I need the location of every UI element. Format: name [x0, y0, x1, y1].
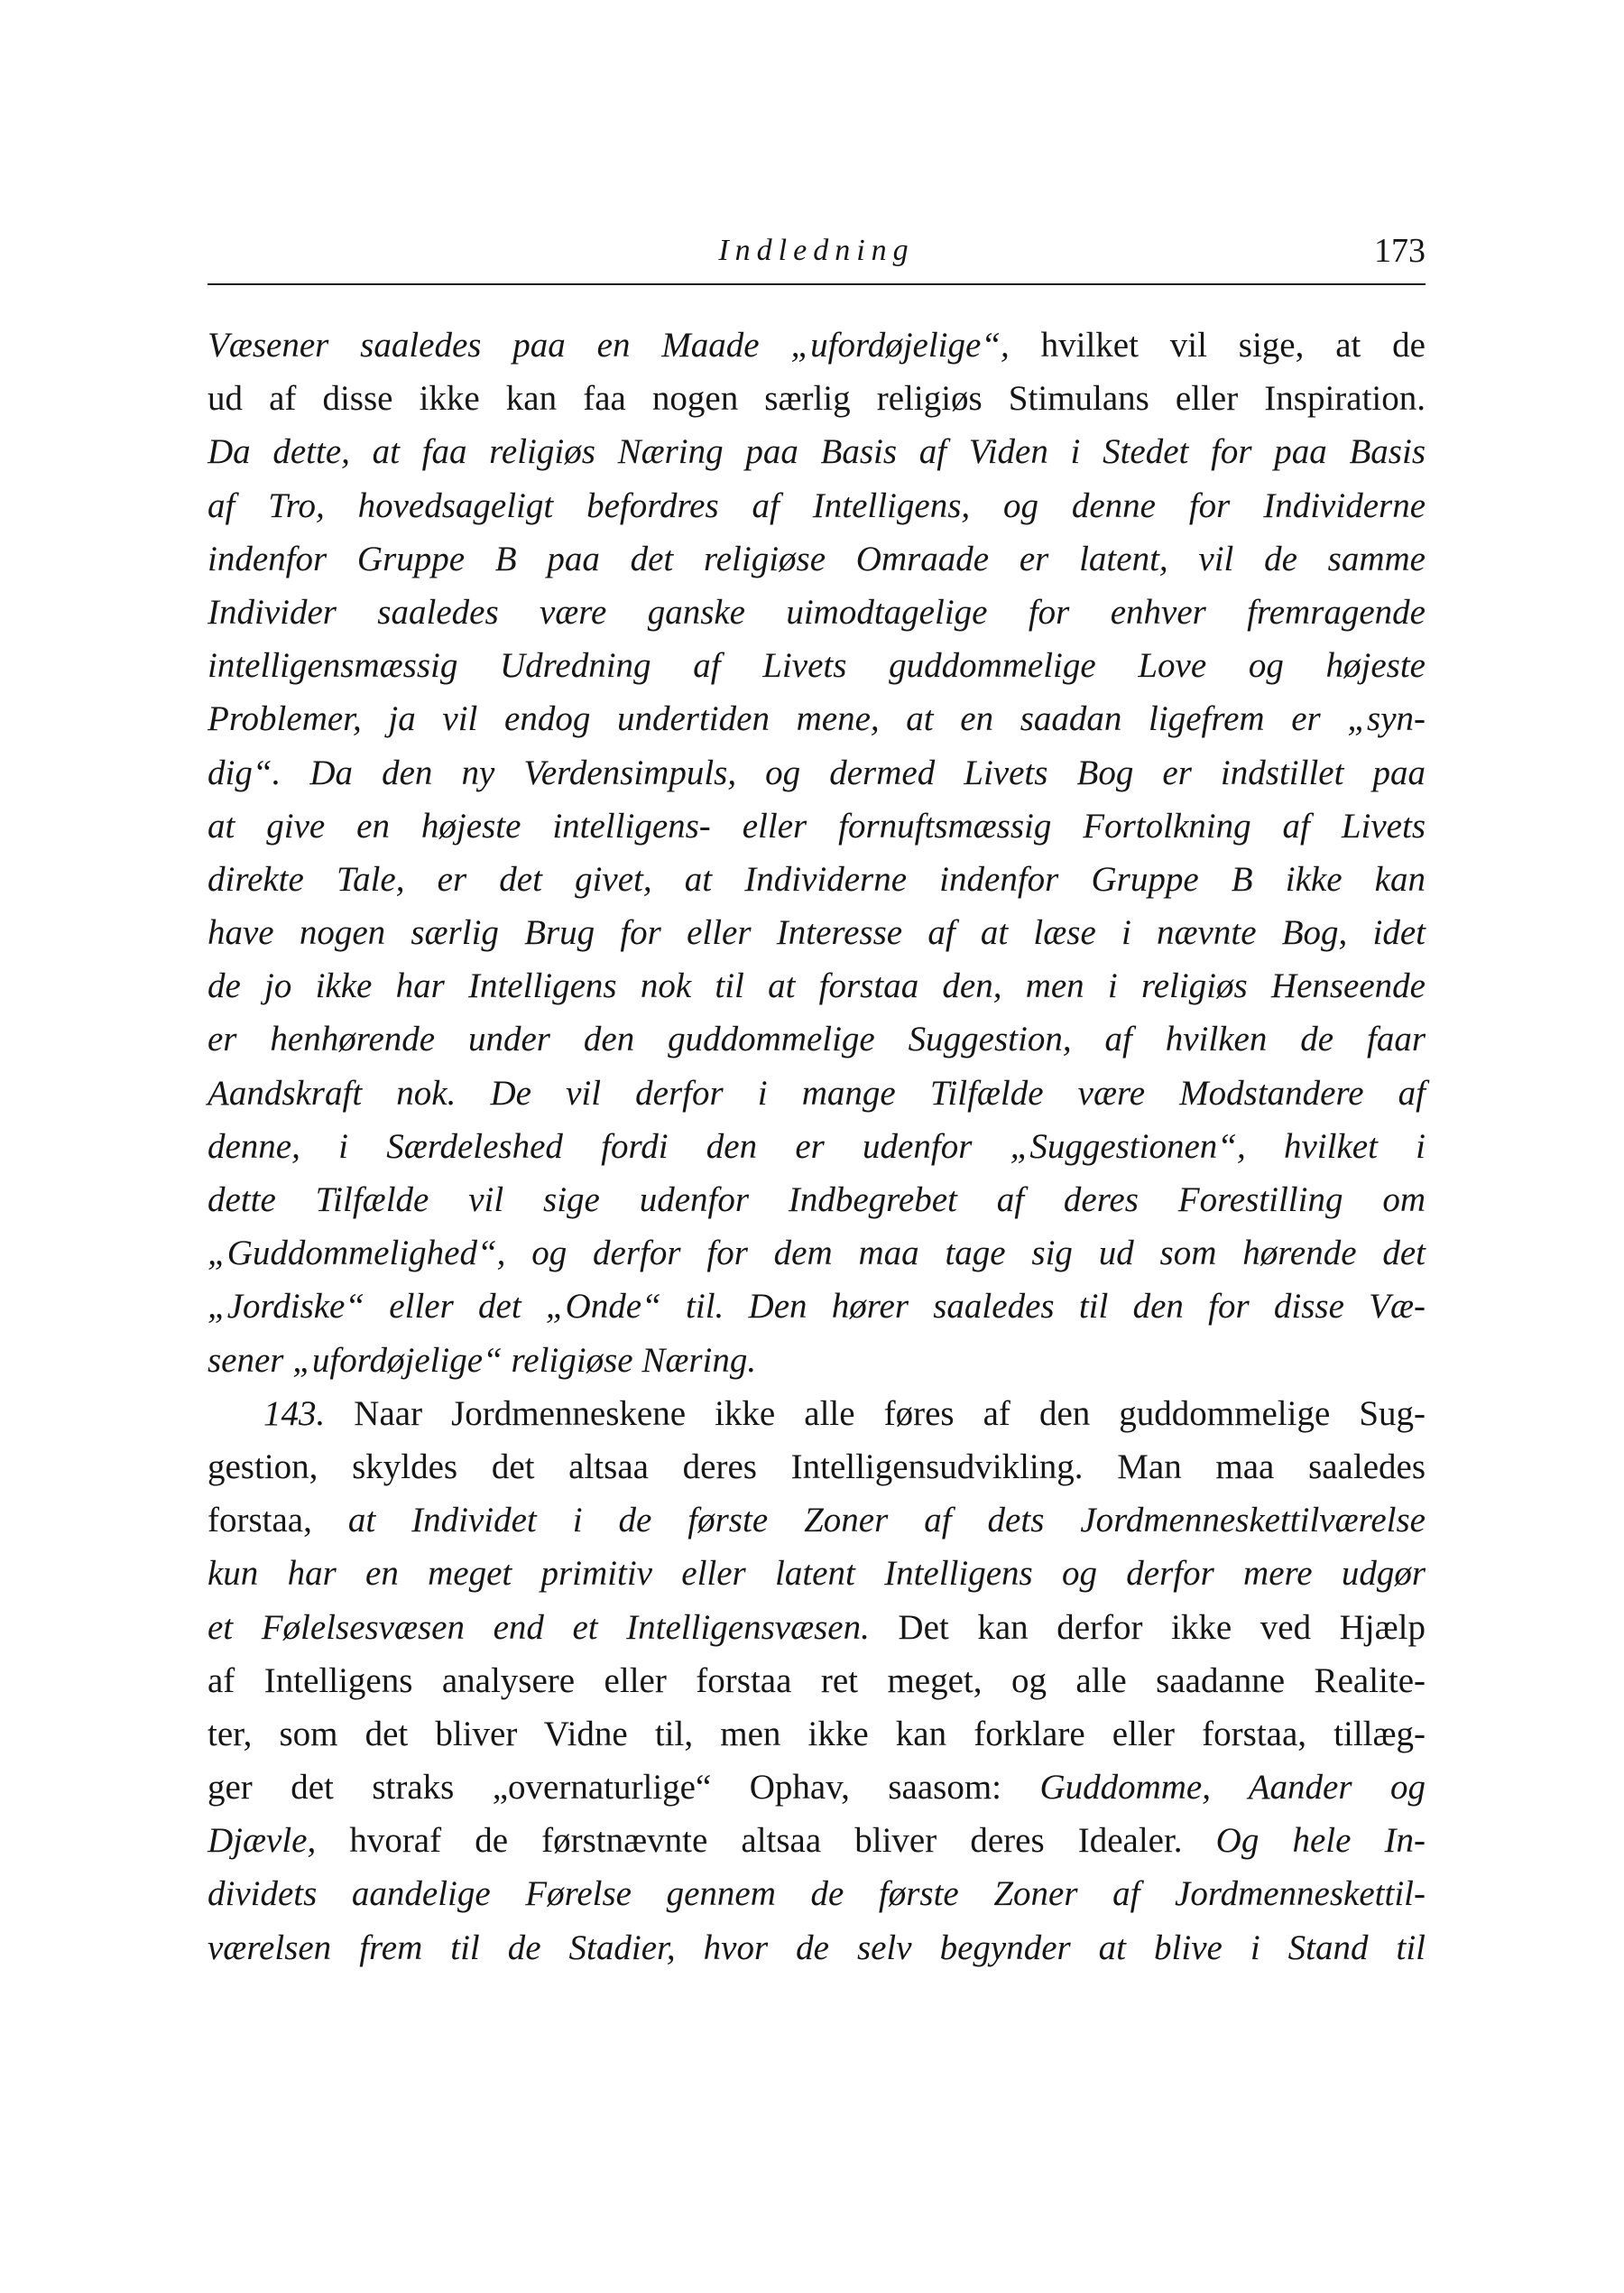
italic-text-segment: dig“. Da den ny Verdensimpuls, og dermed Livets Bog er indstillet paa	[208, 753, 1426, 792]
text-segment: forstaa,	[208, 1501, 348, 1540]
italic-text-segment: Da dette, at faa religiøs Næring paa Basis af Viden i Stedet for paa Basis	[208, 432, 1426, 472]
italic-text-segment: intelligensmæssig Udredning af Livets guddommelige Love og højeste	[208, 646, 1426, 686]
text-line	[208, 1280, 1426, 1333]
italic-text-segment: direkte Tale, er det givet, at Individerne indenfor Gruppe B ikke kan	[208, 859, 1426, 899]
italic-text-segment: „Jordiske“ eller det „Onde“ til. Den hører saaledes til den for disse Væ-	[208, 1287, 1426, 1327]
text-line	[208, 692, 1426, 745]
text-line	[208, 1601, 1426, 1654]
text-line	[208, 1547, 1426, 1600]
text-line	[208, 1814, 1426, 1867]
italic-text-segment: Og hele In-	[1215, 1821, 1426, 1861]
italic-text-segment: af Tro, hovedsageligt befordres af Intelligens, og denne for Individerne	[208, 485, 1426, 525]
italic-text-segment: dividets aandelige Førelse gennem de første Zoner af Jordmenneskettil-	[208, 1874, 1426, 1914]
italic-text-segment: et Følelsesvæsen end et Intelligensvæsen.	[208, 1607, 870, 1647]
page-header	[208, 233, 1426, 287]
text-line	[208, 1173, 1426, 1226]
text-line	[208, 586, 1426, 639]
italic-text-segment: 143.	[263, 1393, 326, 1433]
text-segment: Naar Jordmenneskene ikke alle føres af den guddommelige Sug-	[325, 1393, 1426, 1433]
text-line	[208, 1761, 1426, 1814]
text-segment: hvoraf de førstnævnte altsaa bliver deres Idealer.	[316, 1821, 1216, 1861]
text-segment: gestion, skyldes det altsaa deres Intelligensudvikling. Man maa saaledes	[208, 1447, 1426, 1486]
text-line	[208, 1440, 1426, 1493]
text-line	[208, 639, 1426, 692]
italic-text-segment: værelsen frem til de Stadier, hvor de selv begynder at blive i Stand til	[208, 1928, 1426, 1967]
italic-text-segment: have nogen særlig Brug for eller Interesse af at læse i nævnte Bog, idet	[208, 913, 1426, 953]
italic-text-segment: de jo ikke har Intelligens nok til at forstaa den, men i religiøs Henseende	[208, 966, 1426, 1006]
italic-text-segment: Væsener saaledes paa en Maade „ufordøjelige“,	[208, 326, 1010, 365]
text-line	[208, 425, 1426, 478]
italic-text-segment: at Individet i de første Zoner af dets Jordmenneskettilværelse	[347, 1501, 1426, 1540]
text-line	[208, 1226, 1426, 1280]
text-line	[208, 1012, 1426, 1066]
text-line	[208, 1654, 1426, 1707]
italic-text-segment: Aandskraft nok. De vil derfor i mange Tilfælde være Modstandere af	[208, 1073, 1426, 1113]
text-segment: ger det straks „overnaturlige“ Ophav, saasom:	[208, 1768, 1040, 1808]
text-segment: Det kan derfor ikke ved Hjælp	[869, 1607, 1426, 1647]
text-line	[208, 1387, 1426, 1440]
text-line	[208, 853, 1426, 906]
text-line	[208, 1921, 1426, 1974]
italic-text-segment: kun har en meget primitiv eller latent Intelligens og derfor mere udgør	[208, 1554, 1426, 1594]
body-text	[208, 319, 1426, 1974]
text-line	[208, 319, 1426, 372]
text-segment: af Intelligens analysere eller forstaa ret meget, og alle saadanne Realite-	[208, 1660, 1426, 1700]
text-line	[208, 1707, 1426, 1761]
italic-text-segment: sener „ufordøjelige“ religiøse Næring.	[208, 1340, 757, 1380]
text-line	[208, 479, 1426, 532]
text-line	[208, 800, 1426, 853]
page-number: 173	[1374, 232, 1426, 270]
header-rule	[208, 283, 1426, 285]
text-segment: hvilket vil sige, at de	[1009, 326, 1426, 365]
italic-text-segment: Individer saaledes være ganske uimodtagelige for enhver fremragende	[208, 592, 1426, 632]
text-line	[208, 1067, 1426, 1120]
italic-text-segment: indenfor Gruppe B paa det religiøse Omraade er latent, vil de samme	[208, 539, 1426, 578]
italic-text-segment: Problemer, ja vil endog undertiden mene, at en saadan ligefrem er „syn-	[208, 699, 1426, 739]
text-line	[208, 906, 1426, 959]
italic-text-segment: „Guddommelighed“, og derfor for dem maa tage sig ud som hørende det	[208, 1234, 1426, 1273]
text-line	[208, 1867, 1426, 1920]
italic-text-segment: Guddomme, Aander og	[1039, 1768, 1426, 1808]
italic-text-segment: denne, i Særdeleshed fordi den er udenfor „Suggestionen“, hvilket i	[208, 1126, 1426, 1166]
text-line	[208, 746, 1426, 800]
text-line	[208, 1120, 1426, 1173]
text-line	[208, 372, 1426, 425]
text-line	[208, 532, 1426, 586]
italic-text-segment: dette Tilfælde vil sige udenfor Indbegrebet af deres Forestilling om	[208, 1180, 1426, 1219]
italic-text-segment: er henhørende under den guddommelige Suggestion, af hvilken de faar	[208, 1020, 1426, 1059]
text-segment: ud af disse ikke kan faa nogen særlig religiøs Stimulans eller Inspiration.	[208, 379, 1426, 419]
text-line	[208, 1334, 1426, 1387]
text-segment: ter, som det bliver Vidne til, men ikke kan forklare eller forstaa, tillæg-	[208, 1714, 1426, 1753]
italic-text-segment: Djævle,	[208, 1821, 317, 1861]
italic-text-segment: at give en højeste intelligens- eller fornuftsmæssig Fortolkning af Livets	[208, 806, 1426, 846]
running-head: Indledning	[718, 234, 915, 267]
text-line	[208, 1493, 1426, 1547]
text-line	[208, 959, 1426, 1012]
